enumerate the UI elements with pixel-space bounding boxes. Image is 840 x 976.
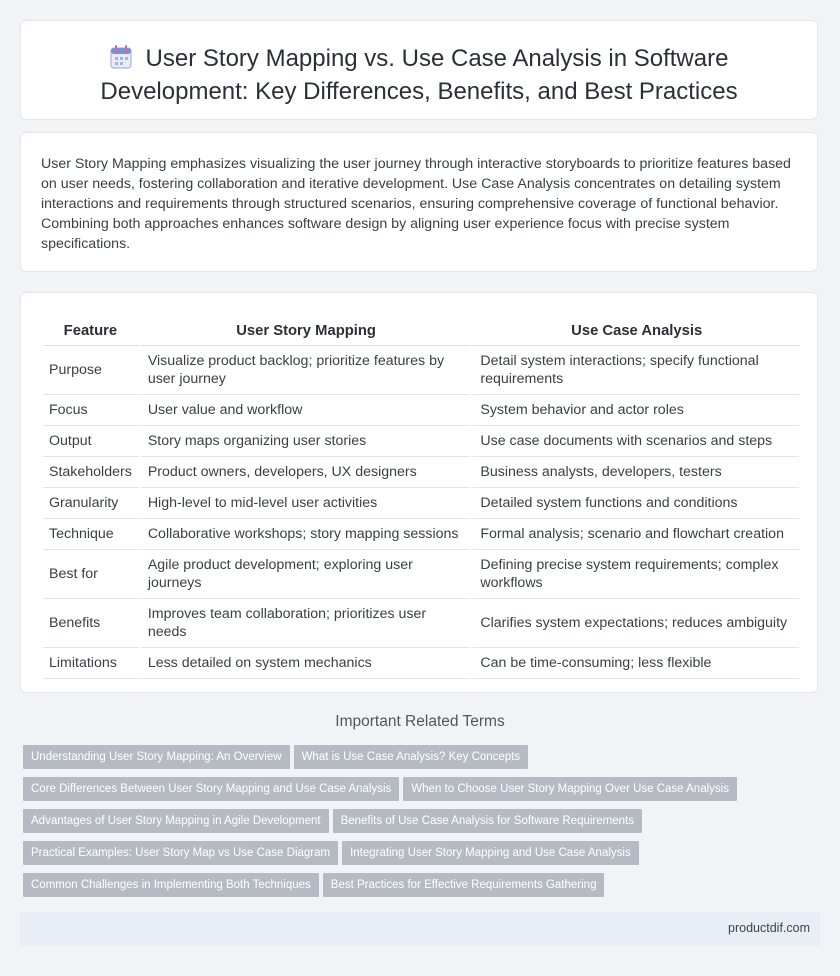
related-term-link[interactable]: Core Differences Between User Story Mapping and Use Case Analysis <box>23 777 399 801</box>
related-term-link[interactable]: Understanding User Story Mapping: An Overview <box>23 745 290 769</box>
related-term-link[interactable]: Common Challenges in Implementing Both Techniques <box>23 873 319 897</box>
table-row <box>43 457 799 488</box>
row-user-story-mapping: Visualize product backlog; prioritize features by user journey <box>138 346 471 395</box>
row-user-story-mapping: High-level to mid-level user activities <box>138 488 471 519</box>
title-line-2: Development: Key Differences, Benefits, and Best Practices <box>100 78 738 105</box>
table-row <box>43 519 799 550</box>
related-term-link[interactable]: Benefits of Use Case Analysis for Software Requirements <box>333 809 642 833</box>
table-header-row <box>43 313 799 346</box>
row-use-case-analysis: Detail system interactions; specify functional requirements <box>470 346 799 395</box>
row-user-story-mapping: Product owners, developers, UX designers <box>138 457 471 488</box>
related-terms-list <box>23 745 823 905</box>
comparison-card <box>20 292 818 693</box>
related-term-link[interactable]: Best Practices for Effective Requirements Gathering <box>323 873 605 897</box>
table-row <box>43 426 799 457</box>
header-user-story-mapping: User Story Mapping <box>138 313 471 346</box>
table-row <box>43 550 799 599</box>
table-row <box>43 395 799 426</box>
row-user-story-mapping: Less detailed on system mechanics <box>138 648 471 679</box>
related-term-link[interactable]: What is Use Case Analysis? Key Concepts <box>294 745 529 769</box>
row-use-case-analysis: Formal analysis; scenario and flowchart creation <box>470 519 799 550</box>
row-user-story-mapping: Story maps organizing user stories <box>138 426 471 457</box>
row-use-case-analysis: Use case documents with scenarios and steps <box>470 426 799 457</box>
row-feature: Purpose <box>43 346 138 395</box>
row-user-story-mapping: User value and workflow <box>138 395 471 426</box>
footer-site-link[interactable]: productdif.com <box>728 921 810 935</box>
comparison-table <box>43 313 799 679</box>
row-feature: Output <box>43 426 138 457</box>
table-row <box>43 346 799 395</box>
row-feature: Stakeholders <box>43 457 138 488</box>
related-terms-heading: Important Related Terms <box>335 713 505 730</box>
page-title <box>21 44 817 107</box>
intro-card <box>20 132 818 272</box>
row-user-story-mapping: Agile product development; exploring user journeys <box>138 550 471 599</box>
row-user-story-mapping: Improves team collaboration; prioritizes user needs <box>138 599 471 648</box>
related-term-link[interactable]: When to Choose User Story Mapping Over Use Case Analysis <box>403 777 737 801</box>
row-feature: Limitations <box>43 648 138 679</box>
header-feature: Feature <box>43 313 138 346</box>
table-row <box>43 599 799 648</box>
title-line-1: User Story Mapping vs. Use Case Analysis in Software <box>145 45 729 72</box>
row-feature: Granularity <box>43 488 138 519</box>
row-feature: Technique <box>43 519 138 550</box>
title-card <box>20 20 818 120</box>
row-feature: Focus <box>43 395 138 426</box>
table-row <box>43 648 799 679</box>
related-term-link[interactable]: Practical Examples: User Story Map vs Use Case Diagram <box>23 841 338 865</box>
footer <box>20 912 820 946</box>
row-use-case-analysis: Defining precise system requirements; complex workflows <box>470 550 799 599</box>
calendar-icon <box>110 45 132 77</box>
row-use-case-analysis: Detailed system functions and conditions <box>470 488 799 519</box>
header-use-case-analysis: Use Case Analysis <box>470 313 799 346</box>
intro-text: User Story Mapping emphasizes visualizing the user journey through interactive storyboards to prioritize features based on user needs, fostering collaboration and iterative development. Use Case Analysis concentrates on detailing system interactions and requirements through structured scenarios, ensuring comprehensive coverage of functional behavior. Combining both approaches enhances software design by aligning user experience focus with precise system specifications. <box>41 156 791 252</box>
related-term-link[interactable]: Advantages of User Story Mapping in Agile Development <box>23 809 329 833</box>
row-feature: Best for <box>43 550 138 599</box>
row-feature: Benefits <box>43 599 138 648</box>
row-use-case-analysis: Business analysts, developers, testers <box>470 457 799 488</box>
row-use-case-analysis: Clarifies system expectations; reduces ambiguity <box>470 599 799 648</box>
row-use-case-analysis: System behavior and actor roles <box>470 395 799 426</box>
related-term-link[interactable]: Integrating User Story Mapping and Use Case Analysis <box>342 841 639 865</box>
row-use-case-analysis: Can be time-consuming; less flexible <box>470 648 799 679</box>
row-user-story-mapping: Collaborative workshops; story mapping sessions <box>138 519 471 550</box>
table-row <box>43 488 799 519</box>
